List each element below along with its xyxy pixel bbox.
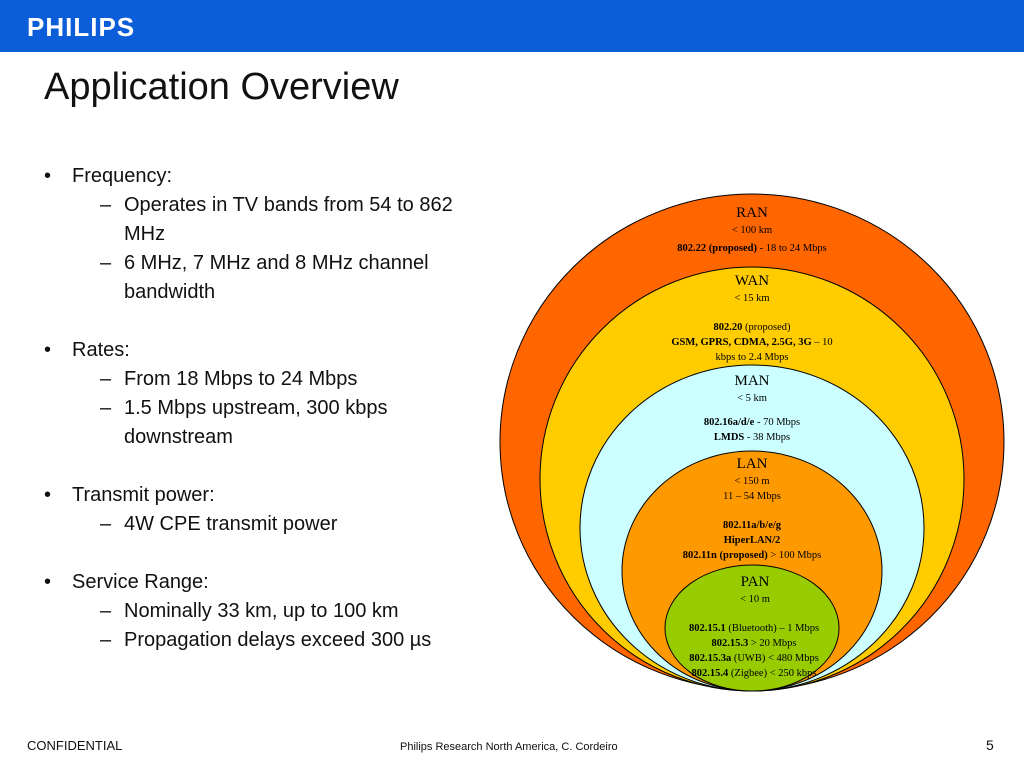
- pan-range: < 10 m: [740, 594, 770, 605]
- wan-line-1-bold: 802.20: [713, 322, 743, 333]
- wan-line-2-bold: GSM, GPRS, CDMA, 2.5G, 3G: [671, 337, 812, 348]
- wan-line-2: [671, 337, 832, 348]
- sub-bullet-item: – 4W CPE transmit power: [100, 513, 338, 535]
- sub-bullet-text: Propagation delays exceed 300 µs: [124, 629, 432, 651]
- sub-bullet-text: 1.5 Mbps upstream, 300 kbps: [124, 397, 388, 419]
- wan-line-1-rest: (proposed): [742, 322, 791, 333]
- lan-line-3-rest: > 100 Mbps: [767, 550, 822, 561]
- man-line-1: [704, 417, 800, 428]
- man-title: MAN: [734, 373, 770, 389]
- wan-line-1: [714, 322, 791, 333]
- sub-bullet-item: – From 18 Mbps to 24 Mbps: [100, 368, 358, 390]
- sub-bullet-text: downstream: [124, 426, 233, 448]
- lan-line-3: [683, 550, 821, 561]
- pan-row-rest: > 20 Mbps: [748, 638, 797, 649]
- page-title: Application Overview: [44, 66, 399, 108]
- bullet-item: • Frequency:: [44, 165, 173, 187]
- page-number: 5: [986, 737, 994, 753]
- pan-row-rest: (UWB) < 480 Mbps: [731, 653, 819, 664]
- sub-bullet-item: – Operates in TV bands from 54 to 862 MHz: [100, 194, 453, 245]
- sub-bullet-text: From 18 Mbps to 24 Mbps: [124, 368, 358, 390]
- man-line-2: [714, 432, 790, 443]
- wan-line-2-rest: – 10: [811, 337, 833, 348]
- pan-row-bold: 802.15.3a: [689, 653, 732, 664]
- lan-rate: 11 – 54 Mbps: [723, 491, 781, 502]
- sub-bullet-text: 4W CPE transmit power: [124, 513, 338, 535]
- lan-title: LAN: [736, 456, 768, 472]
- bullet-item: • Service Range:: [44, 571, 209, 593]
- ran-title: RAN: [736, 205, 768, 221]
- pan-row-bold: 802.15.3: [711, 638, 749, 649]
- bullet-label: Service Range:: [72, 571, 209, 593]
- wan-title: WAN: [734, 273, 770, 289]
- sub-bullet-item: – Nominally 33 km, up to 100 km: [100, 600, 399, 622]
- pan-title: PAN: [740, 574, 770, 590]
- sub-bullet-text: MHz: [124, 223, 166, 245]
- sub-bullet-text: Nominally 33 km, up to 100 km: [124, 600, 399, 622]
- lan-line-3-bold: 802.11n (proposed): [682, 550, 768, 561]
- lan-line-2: HiperLAN/2: [723, 535, 781, 546]
- footer-confidential: CONFIDENTIAL: [27, 738, 123, 753]
- philips-logo: PHILIPS: [27, 12, 136, 42]
- ran-standard-rate: - 18 to 24 Mbps: [757, 243, 827, 254]
- sub-bullet-item: – 1.5 Mbps upstream, 300 kbps downstream: [100, 397, 388, 448]
- man-line-2-bold: LMDS: [713, 432, 745, 443]
- wan-line-3: kbps to 2.4 Mbps: [715, 352, 789, 363]
- pan-row-rest: (Zigbee) < 250 kbps: [728, 668, 817, 679]
- ran-range: < 100 km: [731, 225, 773, 236]
- ran-standard: [677, 243, 826, 254]
- footer-credit: Philips Research North America, C. Cordeiro: [400, 741, 618, 753]
- bullet-item: • Transmit power:: [44, 484, 215, 506]
- sub-bullet-item: – 6 MHz, 7 MHz and 8 MHz channel bandwidth: [100, 252, 429, 303]
- bullet-label: Frequency:: [72, 165, 173, 187]
- wan-range: < 15 km: [734, 293, 770, 304]
- pan-row: [712, 638, 797, 649]
- man-line-1-rest: - 70 Mbps: [754, 417, 801, 428]
- sub-bullet-item: – Propagation delays exceed 300 µs: [100, 629, 432, 651]
- pan-row: [692, 668, 817, 679]
- sub-bullet-text: 6 MHz, 7 MHz and 8 MHz channel: [124, 252, 429, 274]
- man-line-2-rest: - 38 Mbps: [744, 432, 791, 443]
- man-line-1-bold: 802.16a/d/e: [703, 417, 755, 428]
- lan-line-1: 802.11a/b/e/g: [722, 520, 782, 531]
- pan-row: [689, 623, 819, 634]
- ran-standard-bold: 802.22 (proposed): [677, 243, 758, 254]
- bullet-item: • Rates:: [44, 339, 130, 361]
- sub-bullet-text: Operates in TV bands from 54 to 862: [124, 194, 453, 216]
- pan-row-bold: 802.15.1: [688, 623, 726, 634]
- bullet-label: Rates:: [72, 339, 130, 361]
- sub-bullet-text: bandwidth: [124, 281, 216, 303]
- lan-range: < 150 m: [734, 476, 770, 487]
- pan-row: [689, 653, 819, 664]
- bullet-label: Transmit power:: [72, 484, 215, 506]
- pan-row-bold: 802.15.4: [691, 668, 729, 679]
- man-range: < 5 km: [737, 393, 767, 404]
- pan-row-rest: (Bluetooth) – 1 Mbps: [725, 623, 820, 634]
